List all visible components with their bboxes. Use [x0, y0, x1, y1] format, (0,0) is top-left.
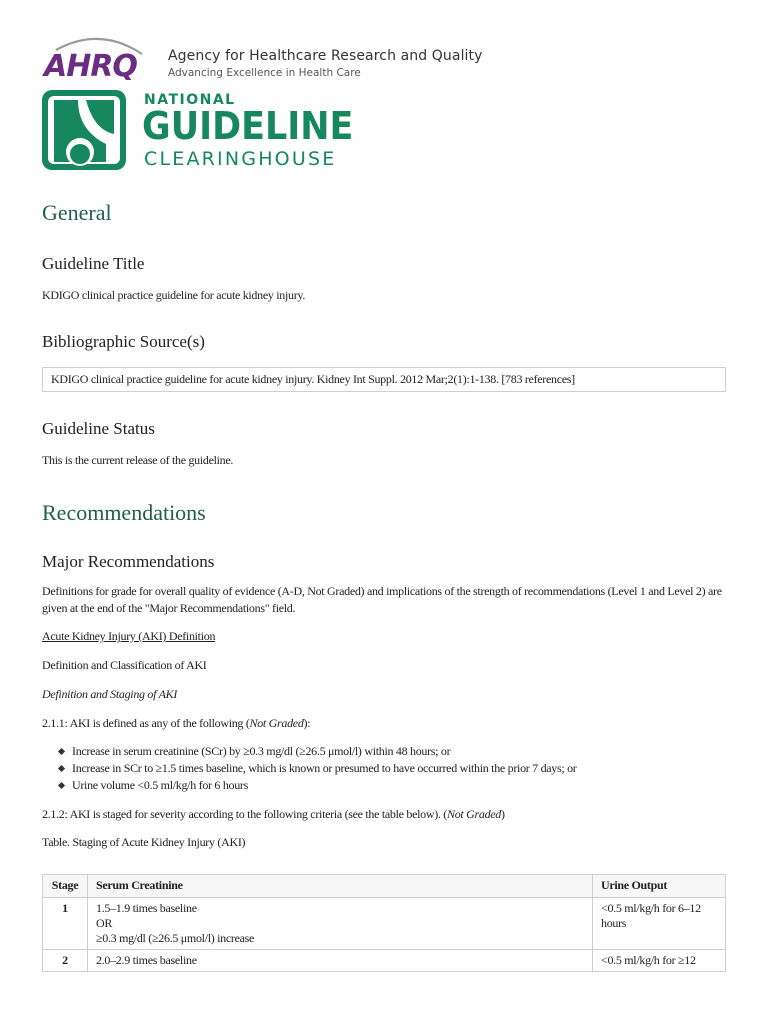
ngc-mark-icon	[42, 90, 126, 170]
agency-tagline: Advancing Excellence in Health Care	[168, 67, 361, 79]
column-header-serum-creatinine: Serum Creatinine	[88, 875, 593, 898]
urine-output-cell: <0.5 ml/kg/h for ≥12	[593, 950, 726, 972]
ahrq-header	[42, 34, 502, 80]
ahrq-logo-text: AHRQ	[44, 49, 137, 80]
stage-cell: 2	[43, 950, 88, 972]
ngc-guideline: GUIDELINE	[142, 104, 354, 148]
column-header-urine-output: Urine Output	[593, 875, 726, 898]
criterion-line: OR	[96, 916, 113, 930]
serum-creatinine-cell	[88, 950, 593, 972]
definition-classification: Definition and Classification of AKI	[42, 658, 207, 672]
criterion-line: 1.5–1.9 times baseline	[96, 901, 197, 915]
definition-staging: Definition and Staging of AKI	[42, 687, 178, 701]
major-recommendations-label: Major Recommendations	[42, 552, 215, 571]
recommendations-heading: Recommendations	[42, 500, 206, 525]
grade-intro: Definitions for grade for overall quality of evidence (A-D, Not Graded) and implications of the strength of recommendations (Level 1 and Level 2) are given at the end of the "Major Recommendations" field.	[42, 584, 722, 615]
list-item: Increase in SCr to ≥1.5 times baseline, which is known or presumed to have occurred within the prior 7 days; or	[72, 760, 726, 777]
rec-2-1-1-prefix: 2.1.1: AKI is defined as any of the following (	[42, 716, 250, 730]
bibliographic-source-label: Bibliographic Source(s)	[42, 332, 205, 351]
ngc-national: NATIONAL	[144, 92, 236, 108]
column-header-stage: Stage	[43, 875, 88, 898]
guideline-title-value: KDIGO clinical practice guideline for acute kidney injury.	[42, 288, 306, 302]
list-item: Urine volume <0.5 ml/kg/h for 6 hours	[72, 777, 726, 794]
general-heading: General	[42, 200, 112, 225]
aki-definition-link[interactable]: Acute Kidney Injury (AKI) Definition	[42, 629, 216, 643]
table-row	[43, 898, 726, 950]
rec-2-1-1	[42, 715, 726, 732]
table-header-row	[43, 875, 726, 898]
list-item: Increase in serum creatinine (SCr) by ≥0.3 mg/dl (≥26.5 μmol/l) within 48 hours; or	[72, 743, 726, 760]
rec-2-1-2-grade: Not Graded	[447, 807, 502, 821]
guideline-status-label: Guideline Status	[42, 419, 155, 438]
aki-staging-table	[42, 874, 726, 972]
rec-2-1-2-suffix: )	[501, 807, 505, 821]
rec-2-1-1-suffix: ):	[303, 716, 311, 730]
ngc-logo	[42, 90, 372, 172]
table-caption: Table. Staging of Acute Kidney Injury (AKI)	[42, 835, 246, 849]
rec-2-1-2-prefix: 2.1.2: AKI is staged for severity according to the following criteria (see the table below). (	[42, 807, 447, 821]
guideline-title-label: Guideline Title	[42, 254, 145, 273]
stage-cell: 1	[43, 898, 88, 950]
aki-criteria-list	[42, 743, 726, 794]
rec-2-1-1-grade: Not Graded	[249, 716, 304, 730]
ngc-clearinghouse: CLEARINGHOUSE	[144, 148, 337, 170]
main-content	[42, 196, 726, 972]
bibliographic-source-box: KDIGO clinical practice guideline for acute kidney injury. Kidney Int Suppl. 2012 Mar;2(1):1-138. [783 references]	[42, 367, 726, 392]
table-row	[43, 950, 726, 972]
guideline-status-value: This is the current release of the guideline.	[42, 453, 234, 467]
agency-name: Agency for Healthcare Research and Quality	[168, 48, 483, 64]
rec-2-1-2	[42, 806, 726, 823]
urine-output-cell: <0.5 ml/kg/h for 6–12 hours	[593, 898, 726, 950]
criterion-line: ≥0.3 mg/dl (≥26.5 μmol/l) increase	[96, 931, 255, 945]
criterion-line: 2.0–2.9 times baseline	[96, 953, 197, 967]
ahrq-logo-icon[interactable]	[42, 34, 162, 80]
serum-creatinine-cell	[88, 898, 593, 950]
